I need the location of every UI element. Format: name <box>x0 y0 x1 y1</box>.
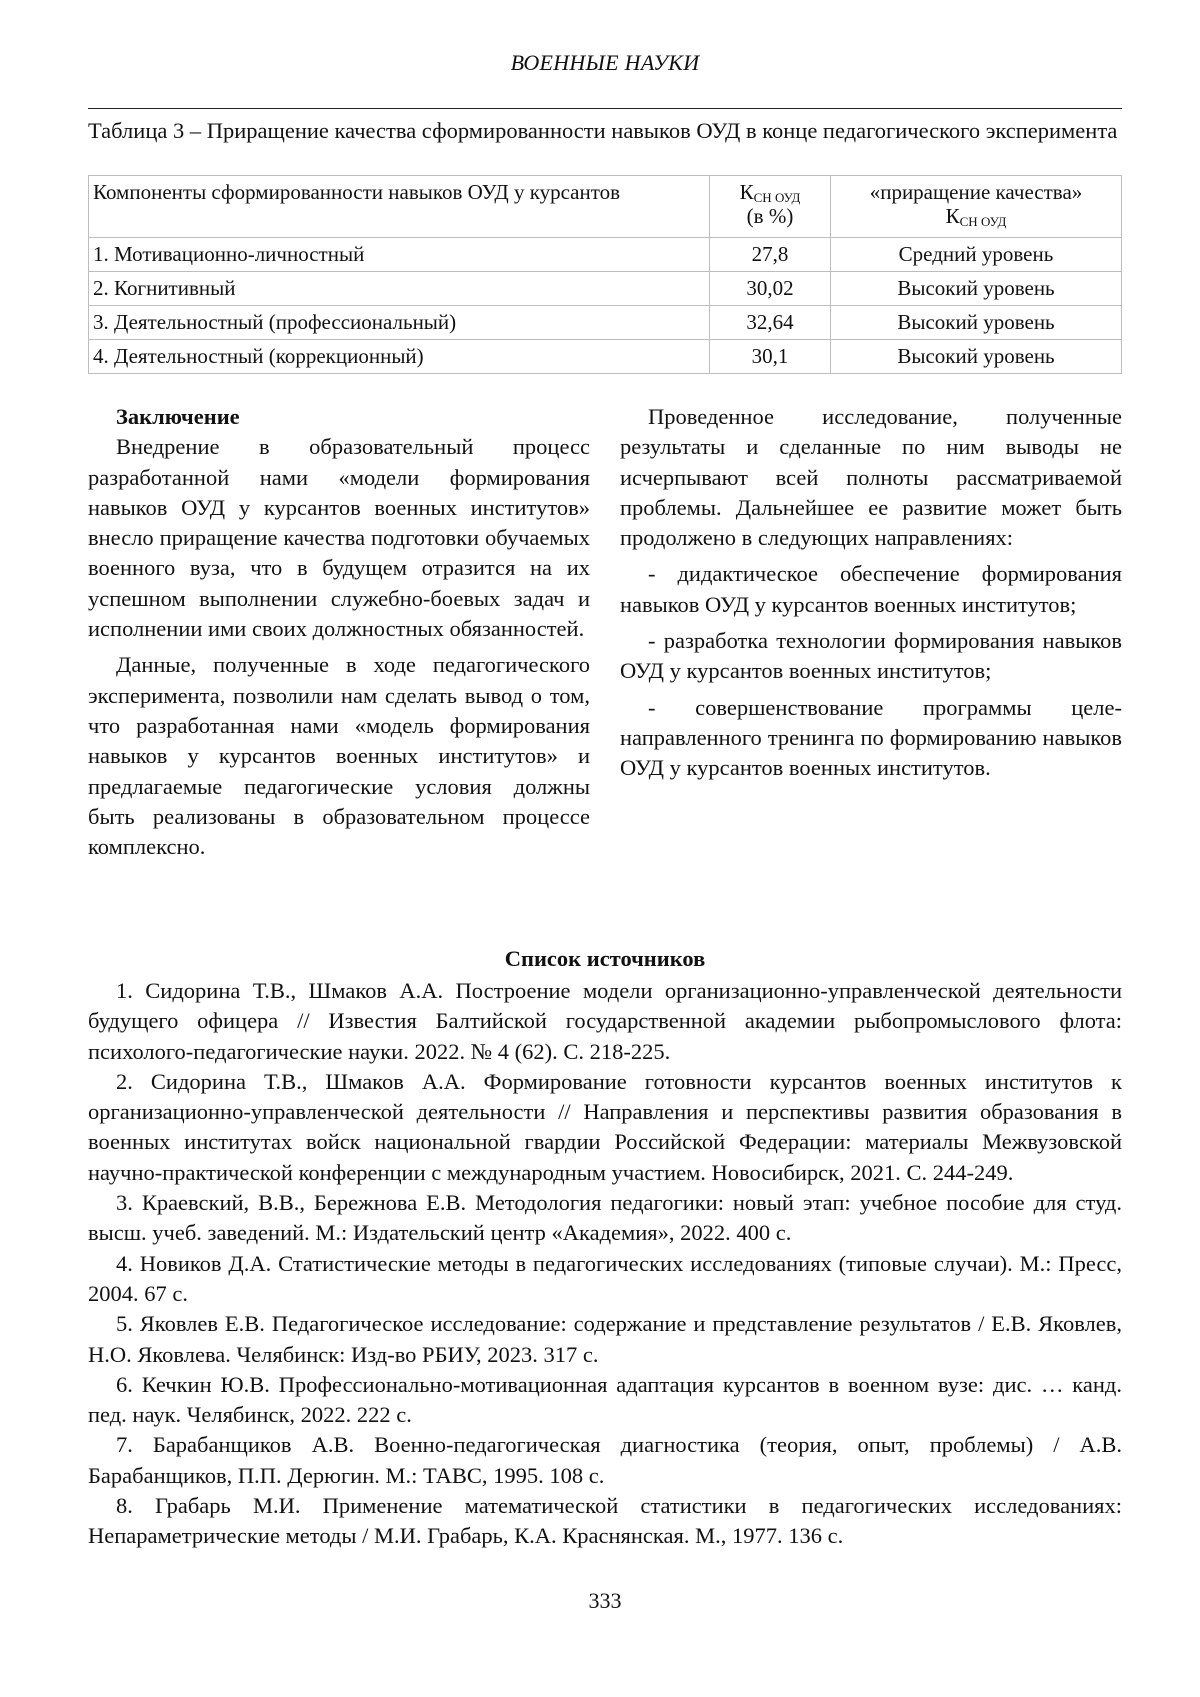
reference-item: 6. Кечкин Ю.В. Профессионально-мотивационная адаптация курсантов в военном вузе: дис. … канд. пед. наук. Челябинск, 2022. 222 с. <box>88 1371 1122 1428</box>
references-list <box>88 976 1122 1552</box>
reference-item: 1. Сидорина Т.В., Шмаков А.А. Построение модели организационно-управленческой деятельности будущего офицера // Известия Балтийской государственной академии рыбопромыслового флота: психолого-педагогические науки. 2022. № 4 (62). С. 218-225. <box>88 978 1122 1064</box>
conclusion-list-item: - совершенствование программы целенаправленного тренинга по формированию навыков ОУД у курсантов военных институтов. <box>620 694 1122 781</box>
table-row <box>89 306 1122 340</box>
row-component: 1. Мотивационно-личностный <box>89 238 710 272</box>
reference-item: 7. Барабанщиков А.В. Военно-педагогическая диагностика (теория, опыт, проблемы) / А.В. Барабанщиков, П.П. Дерюгин. М.: ТАВС, 1995. 108 с. <box>88 1432 1122 1488</box>
row-k-value: 27,8 <box>710 238 831 272</box>
page-number: 333 <box>588 1588 622 1613</box>
table-caption: Таблица 3 – Приращение качества сформированности навыков ОУД в конце педагогического эксперимента <box>88 118 1118 143</box>
header-rule <box>88 108 1122 109</box>
reference-item: 8. Грабарь М.И. Применение математической статистики в педагогических исследованиях: Непараметрические методы / М.И. Грабарь, К.А. Краснянская. М., 1977. 136 с. <box>88 1493 1122 1549</box>
row-k-value: 30,02 <box>710 272 831 306</box>
reference-item: 2. Сидорина Т.В., Шмаков А.А. Формирование готовности курсантов военных институтов к организационно-управленческой деятельности // Направления и перспективы развития образования в военных институтах войск национальной гвардии Российской Федерации: материалы Межвузовской научно-практической конференции с международным участием. Новосибирск, 2021. С. 244-249. <box>88 1068 1122 1185</box>
results-table <box>88 175 1122 374</box>
conclusion-paragraph: Проведенное исследование, полученные результаты и сделанные по ним выводы не исчерпывают всей полноты рассматриваемой проблемы. Дальнейшее ее развитие может быть продолжено в следующих направлениях: <box>620 404 1122 551</box>
row-level: Средний уровень <box>831 238 1122 272</box>
row-k-value: 30,1 <box>710 340 831 374</box>
conclusion-list-item: - разработка технологии формирования навыков ОУД у курсантов военных институтов; <box>620 628 1122 684</box>
table-row <box>89 238 1122 272</box>
reference-item: 5. Яковлев Е.В. Педагогическое исследование: содержание и представление результатов / Е.В. Яковлев, Н.О. Яковлева. Челябинск: Изд-во РБИУ, 2023. 317 с. <box>88 1311 1122 1367</box>
header-k <box>710 176 831 238</box>
conclusion-paragraph: Данные, полученные в ходе педагогического эксперимента, позволили нам сделать вывод о том, что разработанная нами «модель формирования навыков у курсантов военных институтов» и предлагаемые педагогические условия должны быть реализованы в образовательном процессе комплексно. <box>88 652 590 860</box>
table-row <box>89 340 1122 374</box>
conclusion-title: Заключение <box>116 404 240 429</box>
header-quality-line1: «приращение качества» <box>869 180 1083 204</box>
row-level: Высокий уровень <box>831 306 1122 340</box>
conclusion-left-column <box>88 402 590 862</box>
reference-item: 4. Новиков Д.А. Статистические методы в педагогических исследованиях (типовые случаи). М.: Пресс, 2004. 67 с. <box>88 1250 1122 1306</box>
row-level: Высокий уровень <box>831 272 1122 306</box>
header-k-main: К <box>739 180 754 204</box>
table-header-row <box>89 176 1122 238</box>
row-component: 3. Деятельностный (профессиональный) <box>89 306 710 340</box>
conclusion-paragraph: Внедрение в образовательный процесс разработанной нами «модели формирования навыков ОУД у курсантов военных институтов» внесло приращение качества подготовки обучаемых военного вуза, что в будущем отразится на их успешном выполнении служебно-боевых задач и исполнении ими своих должностных обязанностей. <box>88 434 590 642</box>
header-quality <box>831 176 1122 238</box>
row-k-value: 32,64 <box>710 306 831 340</box>
header-k-units: (в %) <box>746 204 794 228</box>
table-row <box>89 272 1122 306</box>
references-title: Список источников <box>504 946 706 971</box>
row-component: 2. Когнитивный <box>89 272 710 306</box>
header-k-sub: СН ОУД <box>753 190 801 205</box>
header-components: Компоненты сформированности навыков ОУД у курсантов <box>89 176 710 238</box>
header-quality-main: К <box>945 204 960 228</box>
row-level: Высокий уровень <box>831 340 1122 374</box>
header-quality-sub: СН ОУД <box>959 214 1007 229</box>
running-header: ВОЕННЫЕ НАУКИ <box>510 50 700 75</box>
reference-item: 3. Краевский, В.В., Бережнова Е.В. Методология педагогики: новый этап: учебное пособие для студ. высш. учеб. заведений. М.: Издательский центр «Академия», 2022. 400 с. <box>88 1190 1122 1246</box>
conclusion-right-column <box>620 402 1122 784</box>
conclusion-list-item: - дидактическое обеспечение формирования навыков ОУД у курсантов военных институтов; <box>620 561 1122 617</box>
row-component: 4. Деятельностный (коррекционный) <box>89 340 710 374</box>
